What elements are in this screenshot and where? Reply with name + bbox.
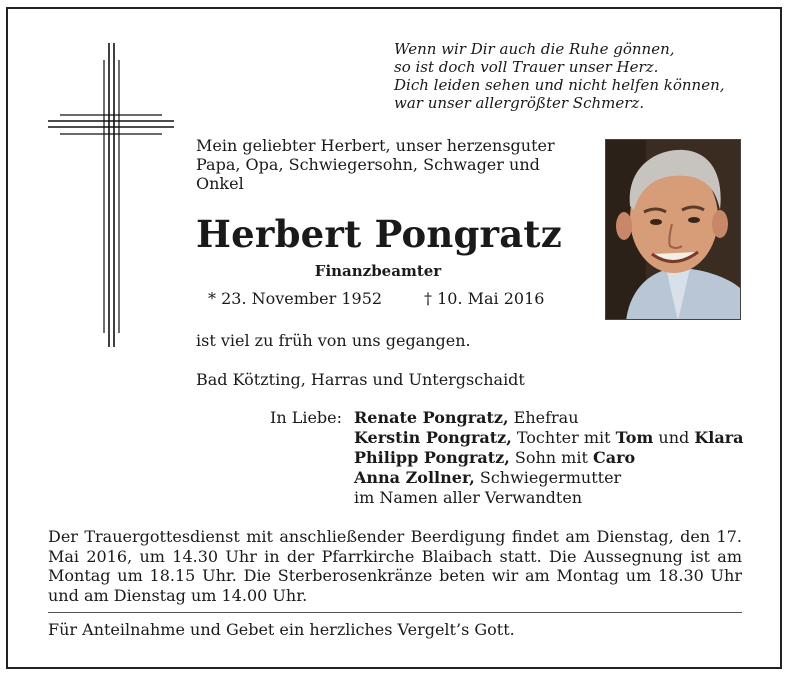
mourner-name: Anna Zollner, [354, 468, 475, 487]
cross-icon [48, 43, 174, 347]
profession: Finanzbeamter [314, 262, 442, 280]
conjunction: und [653, 428, 695, 447]
mourner-name: Renate Pongratz, [354, 408, 509, 427]
poem-line: Dich leiden sehen und nicht helfen können, [394, 76, 725, 94]
portrait-image [606, 140, 741, 320]
in-love-label: In Liebe: [270, 408, 343, 427]
list-item [354, 468, 754, 488]
mourner-name: Philipp Pongratz, [354, 448, 510, 467]
poem [394, 40, 754, 112]
passed-text: ist viel zu früh von uns gegangen. [196, 331, 471, 350]
list-item [354, 408, 754, 428]
mourner-relation: Tochter mit [511, 428, 616, 447]
partner-name: Caro [592, 448, 636, 467]
divider [48, 612, 742, 613]
mourner-relation: Schwiegermutter [474, 468, 622, 487]
portrait-photo [605, 139, 741, 320]
thanks-text: Für Anteilnahme und Gebet ein herzliches Vergelt’s Gott. [48, 620, 515, 639]
mourner-name: Kerstin Pongratz, [354, 428, 512, 447]
poem-line: Wenn wir Dir auch die Ruhe gönnen, [394, 40, 675, 58]
list-item [354, 428, 754, 448]
list-item [354, 448, 754, 468]
list-item: im Namen aller Verwandten [354, 488, 583, 507]
poem-line: so ist doch voll Trauer unser Herz. [394, 58, 659, 76]
places-text: Bad Kötzting, Harras und Untergschaidt [196, 370, 525, 389]
deceased-name: Herbert Pongratz [196, 212, 562, 256]
mourners-list [354, 408, 754, 508]
intro-text: Mein geliebter Herbert, unser herzensguter Papa, Opa, Schwiegersohn, Schwager und Onkel [196, 136, 555, 193]
service-info: Der Trauergottesdienst mit anschließender Beerdigung findet am Dienstag, den 17. Mai 2016, um 14.30 Uhr in der Pfarrkirche Blaibach statt. Die Aussegnung ist am Montag um 18.15 Uhr. Die Sterberosenkränze beten wir am Montag um 18.30 Uhr und am Dienstag um 14.00 Uhr. [48, 527, 742, 605]
poem-line: war unser allergrößter Schmerz. [394, 94, 645, 112]
death-date: † 10. Mai 2016 [424, 289, 545, 308]
mourner-relation: Ehefrau [508, 408, 579, 427]
birth-date: * 23. November 1952 [208, 289, 383, 308]
grandchild-name: Klara [694, 428, 744, 447]
grandchild-name: Tom [615, 428, 654, 447]
mourner-relation: Sohn mit [509, 448, 593, 467]
